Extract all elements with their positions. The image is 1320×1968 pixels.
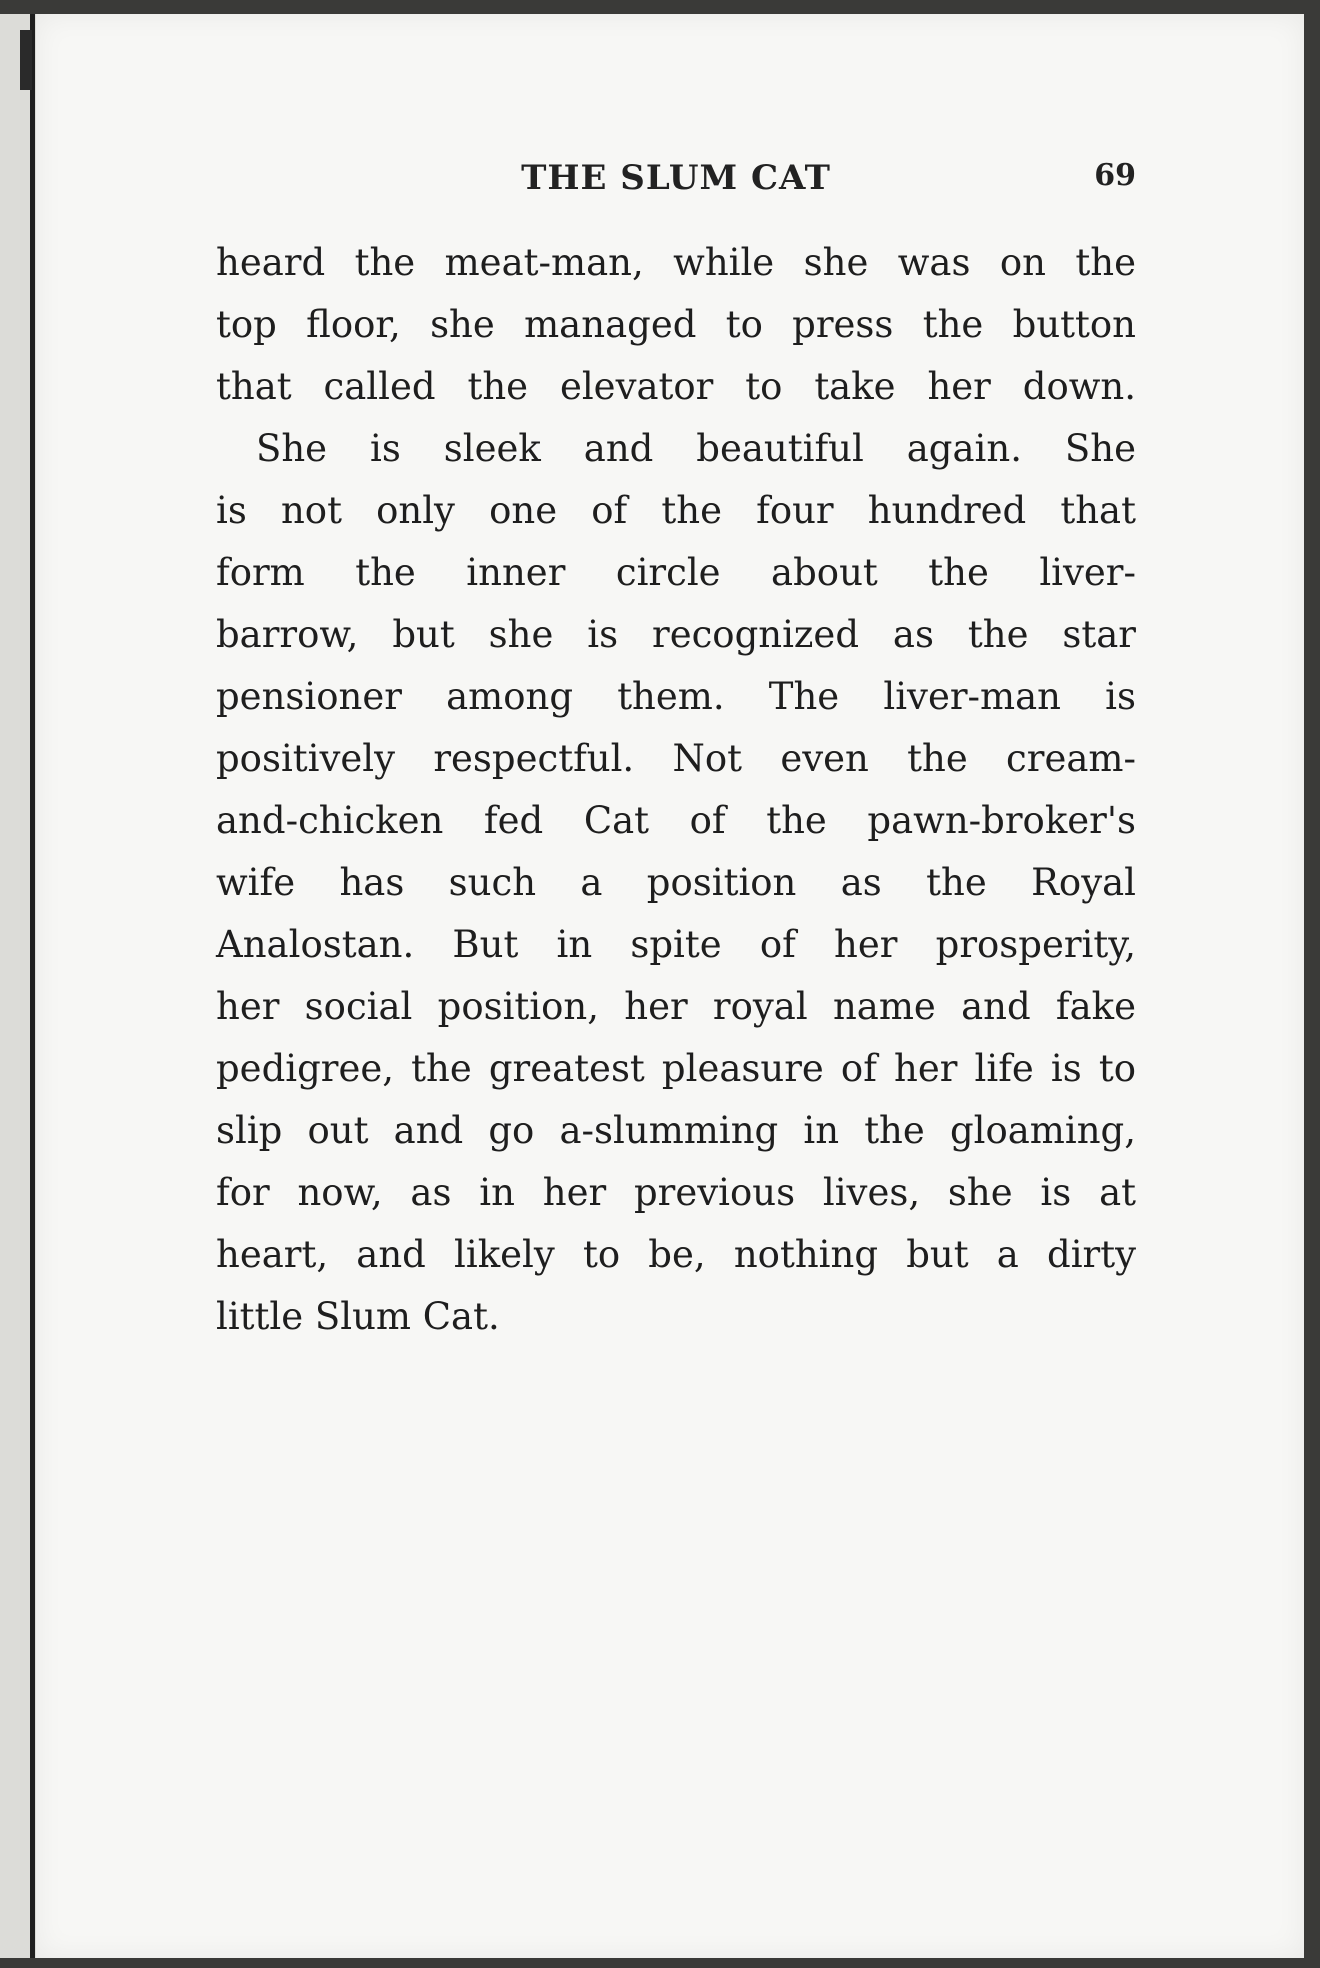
- page-spine-line: [30, 14, 35, 1958]
- text-line: her social position, her royal name and fake: [216, 985, 1136, 1028]
- text-line: little Slum Cat.: [216, 1295, 500, 1338]
- text-line: wife has such a position as the Royal: [216, 861, 1136, 904]
- binding-mark: [20, 30, 32, 90]
- text-line: Analostan. But in spite of her prosperity,: [216, 923, 1136, 966]
- top-scan-edge: [0, 0, 1320, 14]
- text-line: barrow, but she is recognized as the star: [216, 613, 1136, 656]
- text-line: She is sleek and beautiful again. She: [256, 427, 1136, 470]
- bottom-scan-edge: [0, 1958, 1320, 1968]
- text-line: heart, and likely to be, nothing but a dirty: [216, 1233, 1136, 1276]
- text-line: for now, as in her previous lives, she is at: [216, 1171, 1136, 1214]
- right-scan-edge: [1304, 14, 1320, 1968]
- page-header: [216, 158, 1136, 206]
- page-number: 69: [1094, 158, 1136, 193]
- text-line: pensioner among them. The liver-man is: [216, 675, 1136, 718]
- text-line: heard the meat-man, while she was on the: [216, 241, 1136, 284]
- text-line: that called the elevator to take her down.: [216, 365, 1136, 408]
- text-line: form the inner circle about the liver-: [216, 551, 1136, 594]
- text-line: pedigree, the greatest pleasure of her life is to: [216, 1047, 1136, 1090]
- text-line: and-chicken fed Cat of the pawn-broker's: [216, 799, 1136, 842]
- text-line: is not only one of the four hundred that: [216, 489, 1136, 532]
- body-text: [216, 232, 1136, 1348]
- text-line: slip out and go a-slumming in the gloaming,: [216, 1109, 1136, 1152]
- running-title: THE SLUM CAT: [521, 158, 831, 198]
- text-line: top floor, she managed to press the button: [216, 303, 1136, 346]
- text-line: positively respectful. Not even the cream-: [216, 737, 1136, 780]
